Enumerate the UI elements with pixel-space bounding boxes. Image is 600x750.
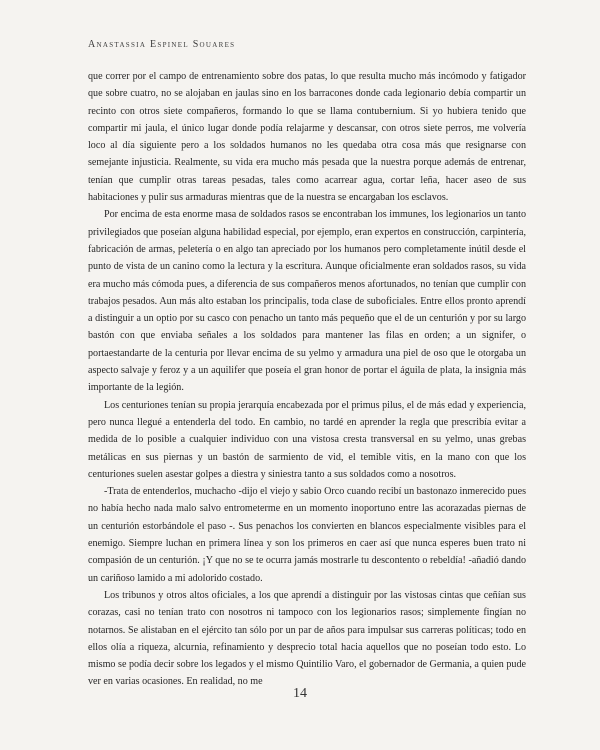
paragraph-2: Por encima de esta enorme masa de soldados rasos se encontraban los immunes, los legionarios un tanto privilegiados que poseían alguna habilidad especial, por ejemplo, eran expertos en construcción, carpintería, fabricación de armas, peletería o en algo tan apreciado por los humanos pero completamente inútil desde el punto de vista de un canino como la lectura y la escritura. Aunque oficialmente eran soldados rasos, su vida era mucho más cómoda pues, a diferencia de sus compañeros menos afortunados, no tenían que cumplir con trabajos pesados. Aun más alto estaban los principalis, toda clase de suboficiales. Entre ellos pronto aprendí a distinguir a un optio por su casco con penacho un tanto más pequeño que el de un centurión y por su largo bastón con que enviaba señales a los soldados para mantener las filas en orden; a un signifer, o portaestandarte de la centuria por llevar encima de su yelmo y armadura una piel de oso que le otorgaba un aspecto salvaje y feroz y a un aquilifer que poseía el gran honor de portar el águila de plata, la insignia más importante de la legión. [88, 209, 526, 394]
paragraph-1: que correr por el campo de entrenamiento sobre dos patas, lo que resulta mucho más incómodo y fatigador que sobre cuatro, no se alojaban en jaulas sino en los barracones donde cada legionario debía compartir un recinto con otros siete compañeros, formando lo que se llama contubernium. Si yo hubiera tenido que compartir mi jaula, el único lugar donde podía relajarme y descansar, con otros siete perros, me volvería loco al día siguiente pero a los soldados humanos no les quedaba otra cosa más que resignarse con semejante injusticia. Realmente, su vida era mucho más pesada que la nuestra porque además de entrenar, tenían que cumplir otras tareas pesadas, tales como acarrear agua, cortar leña, hacer aseo de sus habitaciones y pulir sus armaduras mientras que de la nuestra se encargaban los esclavos. [88, 71, 526, 204]
body-text [88, 68, 526, 691]
page-number: 14 [293, 686, 307, 701]
running-header-author: Anastassia Espinel Souares [88, 39, 236, 50]
paragraph-5: Los tribunos y otros altos oficiales, a los que aprendí a distinguir por las vistosas cintas que ceñían sus corazas, casi no tenían trato con nosotros ni tampoco con los legionarios rasos; simplemente fingían no notarnos. Se alistaban en el ejército tan sólo por un par de años para impulsar sus carreras políticas; todo en ellos olía a riqueza, alcurnia, refinamiento y desprecio total hacia aquellos que no poseían todo esto. Lo mismo se podía decir sobre los legados y el mismo Quintilio Varo, el gobernador de Germania, a quien pude ver en varias ocasiones. En realidad, no me [88, 589, 526, 688]
paragraph-3: Los centuriones tenían su propia jerarquía encabezada por el primus pilus, el de más edad y experiencia, pero nunca llegué a entenderla del todo. En cambio, no tardé en aprender la regla que prescribía evitar a medida de lo posible a cualquier individuo con una vistosa cresta transversal en su yelmo, unas grebas metálicas en sus piernas y un bastón de sarmiento de vid, el temible vitis, en la mano con que los centuriones suelen asestar golpes a diestra y siniestra tanto a sus soldados como a nosotros. [88, 399, 526, 480]
paragraph-4: -Trata de entenderlos, muchacho -dijo el viejo y sabio Orco cuando recibí un bastonazo inmerecido pues no había hecho nada malo salvo entrometerme en un momento inoportuno entre las acorazadas piernas de un centurión estorbándole el paso -. Sus penachos los convierten en blancos especialmente visibles para el enemigo. Siempre luchan en primera línea y son los primeros en caer así que nunca esperes buen trato ni compasión de un centurión. ¡Y que no se te ocurra jamás mostrarle tu descontento o rebeldía! -añadió dando un cariñoso lamido a mi adolorido costado. [88, 486, 526, 584]
